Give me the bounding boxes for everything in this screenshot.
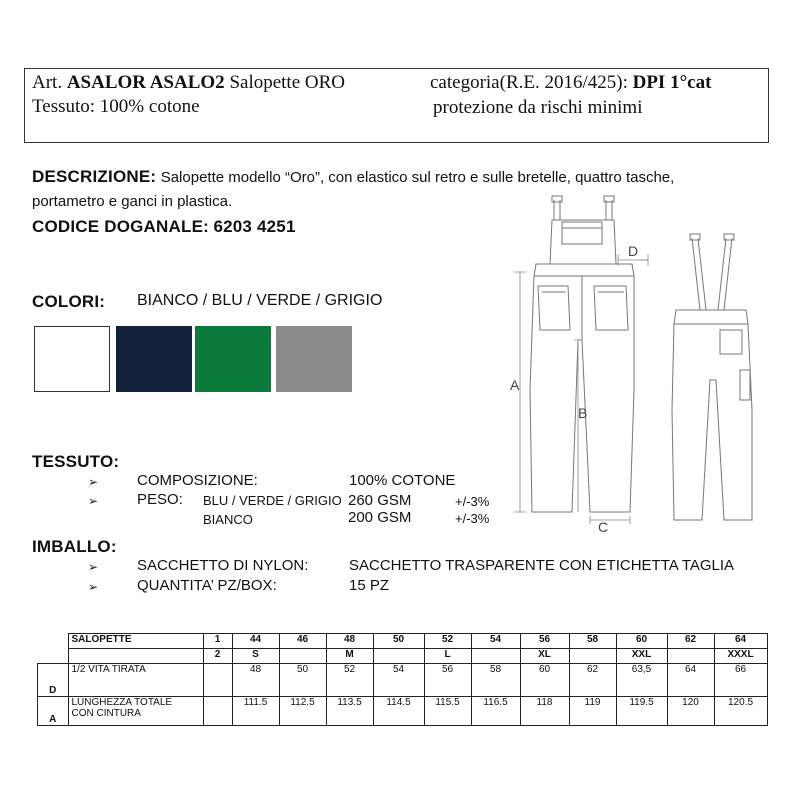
back-view-drawing xyxy=(672,234,752,520)
size-letter-cell xyxy=(667,649,714,664)
table-row xyxy=(38,664,768,697)
swatch-white xyxy=(34,326,110,392)
value-cell: 52 xyxy=(326,664,373,697)
value-cell: 113.5 xyxy=(326,697,373,726)
size-cell: 58 xyxy=(569,634,616,649)
description-line1 xyxy=(32,167,674,187)
value-cell: 54 xyxy=(373,664,424,697)
size-cell: 48 xyxy=(326,634,373,649)
composition-label: COMPOSIZIONE: xyxy=(137,472,258,489)
size-letter-cell: S xyxy=(232,649,279,664)
table-row xyxy=(38,634,768,649)
article-name: Salopette ORO xyxy=(229,72,346,93)
size-letter-cell: 2 xyxy=(203,649,232,664)
category-value: DPI 1°cat xyxy=(632,72,712,93)
customs-line xyxy=(32,217,296,237)
size-letter-cell xyxy=(569,649,616,664)
size-letter-cell: M xyxy=(326,649,373,664)
value-cell: 63,5 xyxy=(616,664,667,697)
article-line xyxy=(32,72,345,94)
fabric-section-label: TESSUTO: xyxy=(32,452,120,471)
colors-names: BIANCO / BLU / VERDE / GRIGIO xyxy=(137,292,383,309)
description-text-2: portametro e ganci in plastica. xyxy=(32,193,233,210)
qty-label: QUANTITA’ PZ/BOX: xyxy=(137,577,277,594)
bullet-arrow-icon: ➢ xyxy=(88,560,99,574)
value-cell: 114.5 xyxy=(373,697,424,726)
value-cell: 62 xyxy=(569,664,616,697)
size-letter-cell: L xyxy=(424,649,471,664)
description-text-1: Salopette modello “Oro”, con elastico sul retro e sulle bretelle, quattro tasche, xyxy=(160,169,675,186)
bag-value: SACCHETTO TRASPARENTE CON ETICHETTA TAGLIA xyxy=(349,557,735,574)
size-cell: 46 xyxy=(279,634,326,649)
table-title: SALOPETTE xyxy=(68,634,203,649)
size-cell: 62 xyxy=(667,634,714,649)
weight-label: PESO: xyxy=(137,491,183,508)
weight-value-1: 260 GSM xyxy=(348,492,412,509)
size-table xyxy=(37,633,768,726)
value-cell xyxy=(203,664,232,697)
size-cell: 50 xyxy=(373,634,424,649)
table-row xyxy=(38,697,768,726)
row-label-a-line2: CON CINTURA xyxy=(71,708,141,719)
value-cell: 58 xyxy=(471,664,520,697)
bullet-arrow-icon: ➢ xyxy=(88,494,99,508)
article-prefix: Art. xyxy=(32,72,63,93)
description-label: DESCRIZIONE: xyxy=(32,167,157,186)
size-cell: 1 xyxy=(203,634,232,649)
customs-code: 6203 4251 xyxy=(213,217,296,236)
bullet-arrow-icon: ➢ xyxy=(88,580,99,594)
value-cell: 56 xyxy=(424,664,471,697)
weight-colors-1: BLU / VERDE / GRIGIO xyxy=(203,493,342,508)
row-label-d: 1/2 VITA TIRATA xyxy=(68,664,203,697)
swatch-green xyxy=(195,326,271,392)
diagram-label-a: A xyxy=(510,377,520,393)
value-cell: 64 xyxy=(667,664,714,697)
swatch-grey xyxy=(276,326,352,392)
diagram-label-d: D xyxy=(628,243,639,259)
fabric-line: Tessuto: 100% cotone xyxy=(32,96,200,117)
size-cell: 56 xyxy=(520,634,569,649)
value-cell: 111.5 xyxy=(232,697,279,726)
customs-label: CODICE DOGANALE: xyxy=(32,217,209,236)
value-cell: 118 xyxy=(520,697,569,726)
diagram-label-b: B xyxy=(578,405,588,421)
weight-colors-2: BIANCO xyxy=(203,512,253,527)
size-letter-cell: XXL xyxy=(616,649,667,664)
front-view-drawing xyxy=(530,196,634,512)
category-line xyxy=(430,72,711,94)
row-code-d: D xyxy=(38,664,69,697)
value-cell xyxy=(203,697,232,726)
composition-value: 100% COTONE xyxy=(349,472,456,489)
value-cell: 48 xyxy=(232,664,279,697)
bullet-arrow-icon: ➢ xyxy=(88,475,99,489)
value-cell: 120 xyxy=(667,697,714,726)
diagram-label-c: C xyxy=(598,519,609,535)
value-cell: 116.5 xyxy=(471,697,520,726)
bag-label: SACCHETTO DI NYLON: xyxy=(137,557,309,574)
row-code-a: A xyxy=(38,697,69,726)
value-cell: 115.5 xyxy=(424,697,471,726)
size-letter-cell xyxy=(373,649,424,664)
value-cell: 120.5 xyxy=(714,697,767,726)
colors-label: COLORI: xyxy=(32,292,106,311)
dimension-c xyxy=(590,516,630,524)
weight-tol-2: +/-3% xyxy=(455,511,490,526)
value-cell: 50 xyxy=(279,664,326,697)
qty-value: 15 PZ xyxy=(349,577,390,594)
size-cell: 44 xyxy=(232,634,279,649)
weight-value-2: 200 GSM xyxy=(348,509,412,526)
swatch-blue xyxy=(116,326,192,392)
category-prefix: categoria(R.E. 2016/425): xyxy=(430,72,628,93)
packaging-label: IMBALLO: xyxy=(32,537,117,556)
protection-line: protezione da rischi minimi xyxy=(433,97,643,118)
overall-technical-drawing xyxy=(490,190,790,540)
size-cell: 60 xyxy=(616,634,667,649)
size-cell: 54 xyxy=(471,634,520,649)
value-cell: 119.5 xyxy=(616,697,667,726)
size-letter-cell: XL xyxy=(520,649,569,664)
row-label-a xyxy=(68,697,203,726)
size-cell: 52 xyxy=(424,634,471,649)
size-cell: 64 xyxy=(714,634,767,649)
weight-tol-1: +/-3% xyxy=(455,494,490,509)
size-letter-cell xyxy=(471,649,520,664)
article-code: ASALOR ASALO2 xyxy=(66,72,225,93)
value-cell: 66 xyxy=(714,664,767,697)
table-row xyxy=(38,649,768,664)
row-label-a-line1: LUNGHEZZA TOTALE xyxy=(71,697,173,708)
value-cell: 60 xyxy=(520,664,569,697)
size-letter-cell: XXXL xyxy=(714,649,767,664)
size-letter-cell xyxy=(279,649,326,664)
value-cell: 112.5 xyxy=(279,697,326,726)
value-cell: 119 xyxy=(569,697,616,726)
